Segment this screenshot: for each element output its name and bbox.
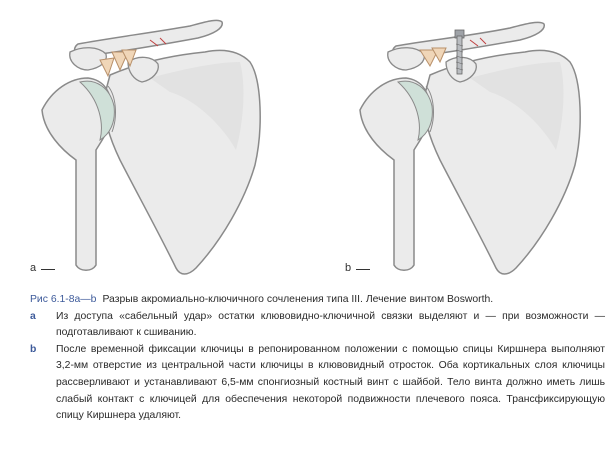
panel-a-label: a <box>30 262 37 274</box>
panel-b-drawing <box>360 22 580 274</box>
panel-a-divider <box>41 269 55 270</box>
caption-item-text: Из доступа «сабельный удар» остатки клювовидно-ключичной связки выделяют и — при возможности — подготавливают к сшиванию. <box>56 310 605 339</box>
figure-title: Разрыв акромиально-ключичного сочленения типа III. Лечение винтом Bosworth. <box>102 294 494 305</box>
caption-item-letter: b <box>30 343 37 355</box>
figure-caption <box>30 292 605 425</box>
figure-number: Рис 6.1-8а—b <box>30 294 97 305</box>
panel-b-divider <box>356 269 370 270</box>
panel-b-label: b <box>345 262 352 274</box>
panel-a-drawing <box>42 20 260 274</box>
caption-item-b <box>30 342 605 425</box>
acromion-a <box>70 48 107 70</box>
caption-item-text: После временной фиксации ключицы в репонированном положении с помощью спицы Киршнера выполняют 3,2-мм отверстие из центральной части ключицы в клювовидный отросток. Оба кортикальных слоя ключицы рассверливают и устанавливают 6,5-мм спонгиозный костный винт с шайбой. Тело винта должно иметь лишь слабый контакт с ключицей для обеспечения некоторой подвижности плечевого пояса. Трансфиксирующую спицу Киршнера удаляют. <box>56 343 605 422</box>
caption-item-a <box>30 309 605 342</box>
caption-item-letter: a <box>30 310 36 322</box>
ligament-remnants-b <box>420 48 446 66</box>
caption-title <box>30 292 605 309</box>
acromion-b <box>388 48 425 70</box>
